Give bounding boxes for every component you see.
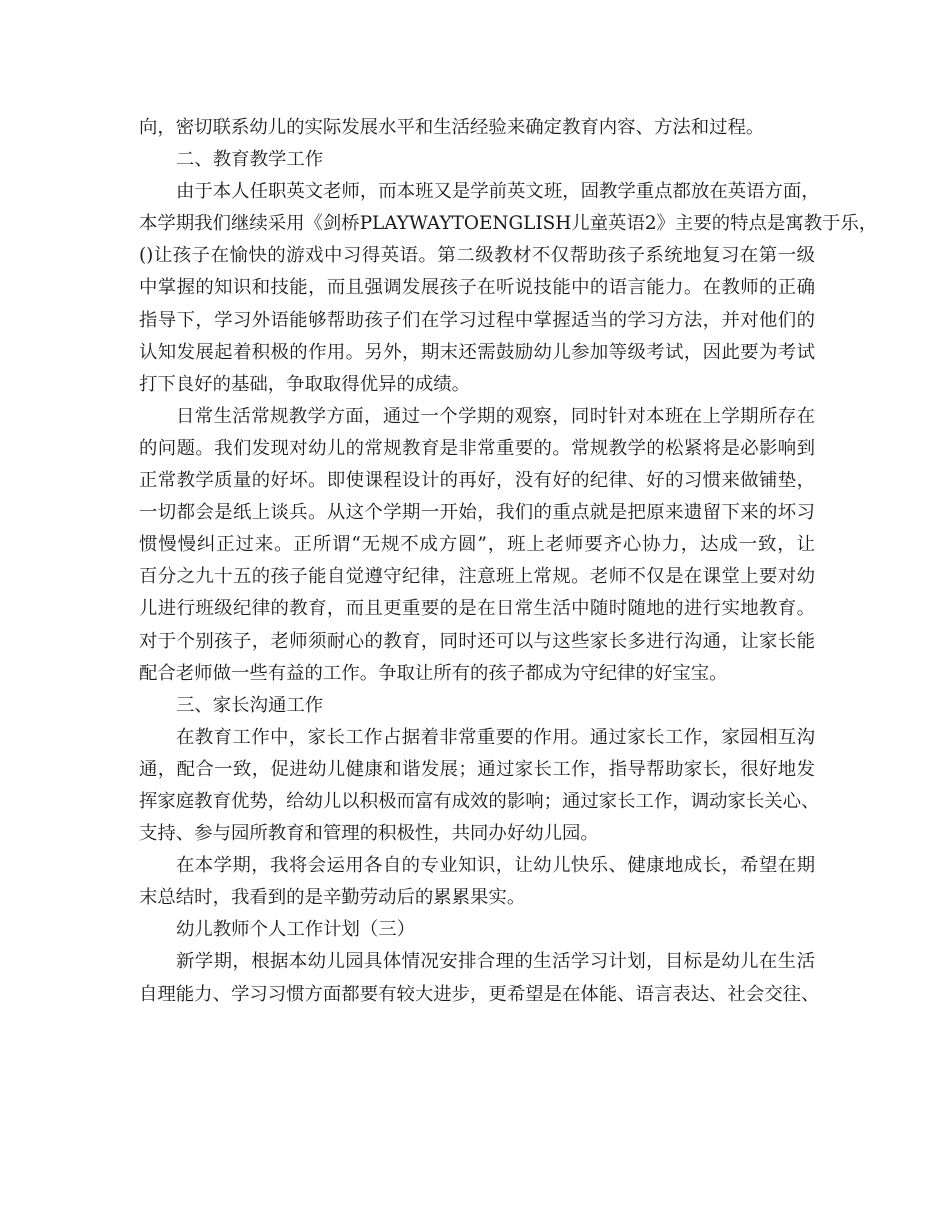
text-line: 本学期我们继续采用《剑桥PLAYWAYTOENGLISH儿童英语2》主要的特点是寓教于乐， [139,213,878,235]
text-line: 惯慢慢纠正过来。正所谓“无规不成方圆”，班上老师要齐心协力，达成一致，让 [139,534,815,556]
text-line: 打下良好的基础，争取取得优异的成绩。 [139,373,471,395]
text-line: 自理能力、学习习惯方面都要有较大进步，更希望是在体能、语言表达、社会交往、 [139,983,820,1005]
text-line: 幼儿教师个人工作计划（三） [176,919,416,941]
text-line: 配合老师做一些有益的工作。争取让所有的孩子都成为守纪律的好宝宝。 [139,662,728,684]
text-line: 对于个别孩子，老师须耐心的教育，同时还可以与这些家长多进行沟通，让家长能 [139,630,815,652]
text-line: 支持、参与园所教育和管理的积极性，共同办好幼儿园。 [139,823,599,845]
text-line: 向，密切联系幼儿的实际发展水平和生活经验来确定教育内容、方法和过程。 [139,117,765,138]
text-line: 新学期，根据本幼儿园具体情况安排合理的生活学习计划，目标是幼儿在生活 [176,951,815,973]
text-line: 的问题。我们发现对幼儿的常规教育是非常重要的。常规教学的松紧将是必影响到 [139,437,815,459]
text-line: 在教育工作中，家长工作占据着非常重要的作用。通过家长工作，家园相互沟 [176,726,815,748]
text-line: 正常教学质量的好坏。即使课程设计的再好，没有好的纪律、好的习惯来做铺垫， [139,470,815,492]
text-line: 一切都会是纸上谈兵。从这个学期一开始，我们的重点就是把原来遗留下来的坏习 [139,502,815,524]
text-line: ()让孩子在愉快的游戏中习得英语。第二级教材不仅帮助孩子系统地复习在第一级 [139,245,815,267]
text-line: 日常生活常规教学方面，通过一个学期的观察，同时针对本班在上学期所存在 [176,405,815,427]
text-line: 由于本人任职英文老师，而本班又是学前英文班，固教学重点都放在英语方面， [176,181,820,203]
text-line: 挥家庭教育优势，给幼儿以积极而富有成效的影响；通过家长工作，调动家长关心、 [139,790,820,812]
text-line: 百分之九十五的孩子能自觉遵守纪律，注意班上常规。老师不仅是在课堂上要对幼 [139,566,815,588]
text-line: 认知发展起着积极的作用。另外，期末还需鼓励幼儿参加等级考试，因此要为考试 [139,341,815,363]
text-line: 二、教育教学工作 [176,149,324,171]
text-line: 三、家长沟通工作 [176,694,324,716]
text-line: 儿进行班级纪律的教育，而且更重要的是在日常生活中随时随地的进行实地教育。 [139,598,815,620]
text-line: 通，配合一致，促进幼儿健康和谐发展；通过家长工作，指导帮助家长，很好地发 [139,758,815,780]
text-line: 在本学期，我将会运用各自的专业知识，让幼儿快乐、健康地成长，希望在期 [176,855,815,877]
text-line: 指导下，学习外语能够帮助孩子们在学习过程中掌握适当的学习方法，并对他们的 [139,309,815,331]
text-line: 末总结时，我看到的是辛勤劳动后的累累果实。 [139,887,526,909]
text-line: 中掌握的知识和技能，而且强调发展孩子在听说技能中的语言能力。在教师的正确 [139,277,815,299]
document-body [139,112,878,1011]
